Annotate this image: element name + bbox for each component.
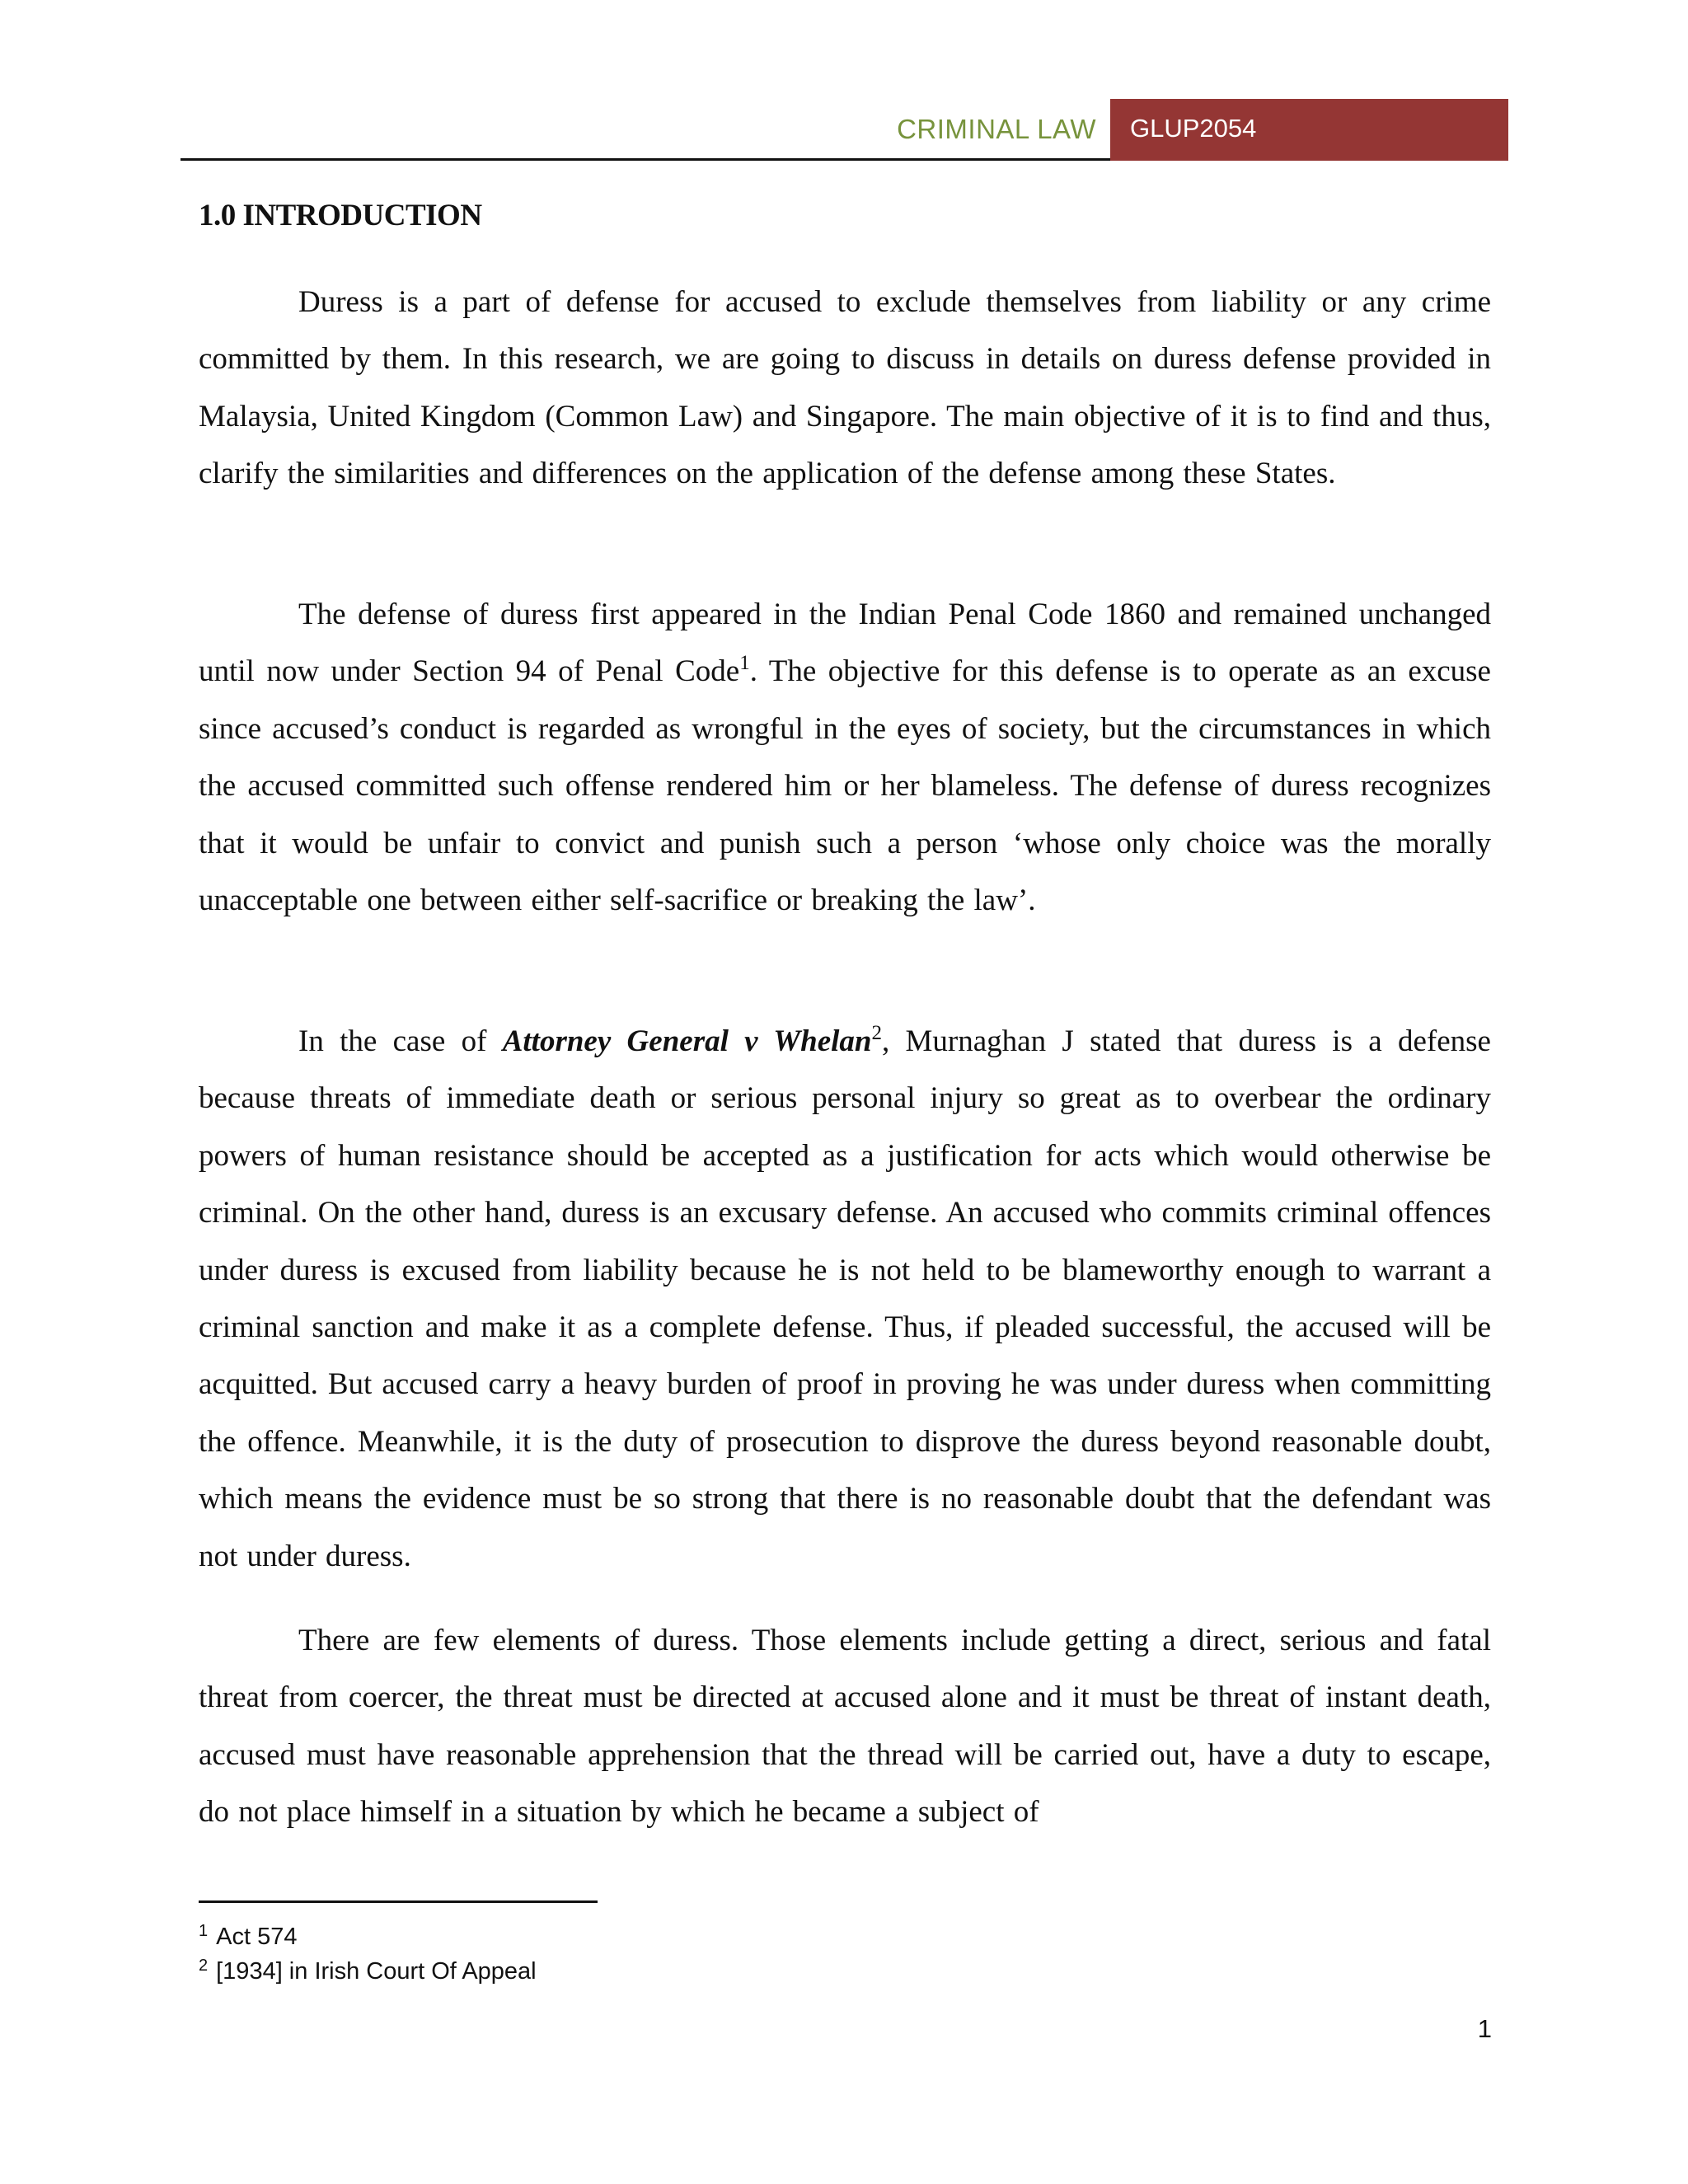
footnote-1-mark: 1 [199, 1922, 209, 1940]
paragraph-1: Duress is a part of defense for accused to exclude themselves from liability or any crime committed by them. In this research, we are going to discuss in details on duress defense provided in Malaysia, United Kingdom (Common Law) and Singapore. The main objective of it is to find and thus, clarify the similarities and differences on the application of the defense among these States. [199, 285, 1491, 491]
footnote-2 [199, 1957, 537, 1986]
footnote-2-mark: 2 [199, 1957, 209, 1975]
header-rule [181, 158, 1112, 161]
section-heading: 1.0 INTRODUCTION [199, 199, 482, 232]
footnote-ref-2: 2 [871, 1022, 882, 1044]
footnote-separator [199, 1900, 598, 1903]
paragraph-2-text-b: . The objective for this defense is to operate as an excuse since accused’s conduct is regarded as wrongful in the eyes of society, but the circumstances in which the accused committed such offense rendered him or her blameless. The defense of duress recognizes that it would be unfair to convict and punish such a person ‘whose only choice was the morally unacceptable one between either self-sacrifice or breaking the law’. [199, 654, 1491, 918]
footnote-1 [199, 1922, 297, 1952]
paragraph-2 [199, 586, 1491, 929]
case-name: Attorney General v Whelan [502, 1024, 872, 1058]
paragraph-3 [199, 1013, 1491, 1585]
header-course-code: GLUP2054 [1130, 114, 1257, 143]
paragraph-4: There are few elements of duress. Those elements include getting a direct, serious and fatal threat from coercer, the threat must be directed at accused alone and it must be threat of instant death, accused must have reasonable apprehension that the thread will be carried out, have a duty to escape, do not place himself in a situation by which he became a subject of [199, 1624, 1491, 1830]
footnote-2-text: [1934] in Irish Court Of Appeal [216, 1958, 537, 1985]
page-number: 1 [1477, 2014, 1492, 2043]
paragraph-3-text-b: , Murnaghan J stated that duress is a defense because threats of immediate death or serious personal injury so great as to overbear the ordinary powers of human resistance should be accepted as a justification for acts which would otherwise be criminal. On the other hand, duress is an excusary defense. An accused who commits criminal offences under duress is excused from liability because he is not held to be blameworthy enough to warrant a criminal sanction and make it as a complete defense. Thus, if pleaded successful, the accused will be acquitted. But accused carry a heavy burden of proof in proving he was under duress when committing the offence. Meanwhile, it is the duty of prosecution to disprove the duress beyond reasonable doubt, which means the evidence must be so strong that there is no reasonable doubt that the defendant was not under duress. [199, 1024, 1491, 1573]
paragraph-2-text-a: The defense of duress first appeared in the Indian Penal Code 1860 and remained unchanged until now under Section 94 of Penal Code [199, 598, 1491, 689]
header-course-title: CRIMINAL LAW [897, 114, 1096, 144]
header-course-code-box [1110, 99, 1508, 161]
footnote-ref-1: 1 [739, 652, 750, 675]
footnote-1-text: Act 574 [216, 1924, 298, 1950]
paragraph-3-text-a: In the case of [298, 1024, 503, 1058]
